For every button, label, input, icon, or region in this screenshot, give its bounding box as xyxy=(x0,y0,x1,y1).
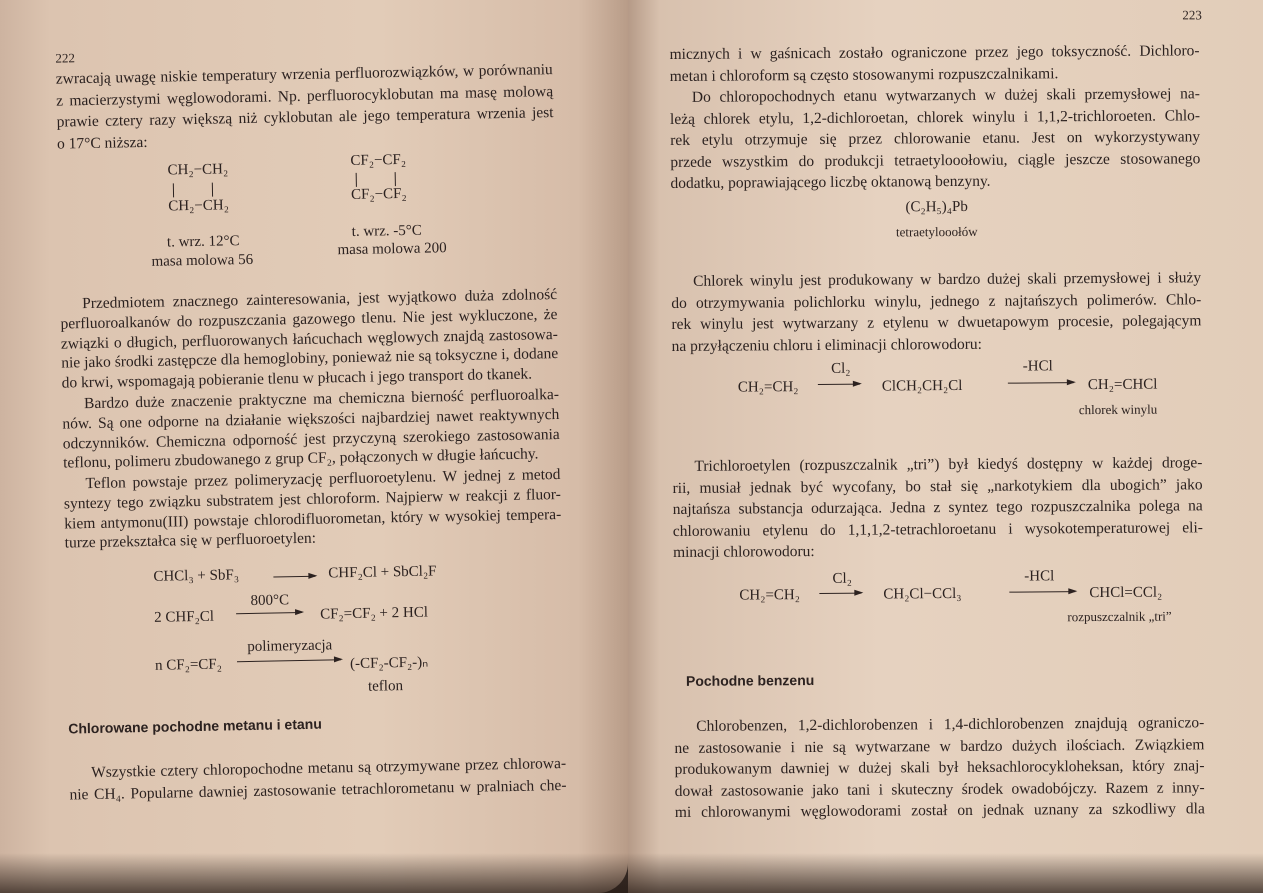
text-line: zwracają uwagę niskie temperatury wrzenia perfluorozwiązków, w porównaniu xyxy=(55,61,553,88)
paragraph xyxy=(62,385,560,474)
paragraph xyxy=(674,712,1205,823)
reaction-condition: 800°C xyxy=(250,592,290,609)
cyclobutane-mass: masa molowa 56 xyxy=(151,251,254,270)
left-page xyxy=(0,0,628,893)
text-line: teflonu, polimeru zbudowanego z grup CF₂, połączonych w długie łańcuchy. xyxy=(63,445,539,472)
paragraph xyxy=(670,83,1201,194)
text-line: Wszystkie cztery chloropochodne metanu są otrzymywane przez chlorowa- xyxy=(90,754,567,782)
reaction-arrow xyxy=(819,593,861,594)
equation-intermediate: ClCH₂CH₂Cl xyxy=(881,377,963,395)
text-line: Przedmiotem znacznego zainteresowania, jest wyjątkowo duża zdolność xyxy=(81,286,558,313)
reaction-arrow xyxy=(273,576,315,578)
text-line: turze przekształca się w perfluoroetylen: xyxy=(64,530,317,552)
perfluorocyclobutane-mass: masa molowa 200 xyxy=(337,240,447,259)
text-line: na przyłączeniu chloru i eliminacji chlorowodoru: xyxy=(671,335,982,355)
text-line: Do chloropochodnych etanu wytwarzanych w dużej skali przemysłowej na- xyxy=(691,85,1200,106)
bottom-shadow xyxy=(0,853,1263,893)
text-line: perfluoroalkanów do rozpuszczania gazowego tlenu. Nie jest wykluczone, że xyxy=(60,305,558,333)
text-line: nów. Są one odporne na działanie większości najbardziej nawet reaktywnych xyxy=(62,405,560,433)
text-line: micznych i w gaśnicach zostało ograniczone przez jego toksyczność. Dichloro- xyxy=(669,42,1200,63)
text-line: Bardzo duże znaczenie praktyczne ma chemiczna bierność perfluoroalka- xyxy=(83,386,560,413)
equation-reactant: CH₂=CH₂ xyxy=(737,379,799,396)
equation-product: CHCl=CCl₂ xyxy=(1089,584,1163,602)
text-line: nie jako środki zastępcze dla hemoglobiny, ponieważ nie są toksyczne i, dodane xyxy=(61,345,559,372)
text-line: o 17°C niższa: xyxy=(56,133,148,153)
text-line: mi chlorowanymi węglowodorami został on jednak uznany za szkodliwy dla xyxy=(674,800,1205,821)
right-page-content xyxy=(625,2,1260,821)
text-line: Chlorek winylu jest produkowany w bardzo dużej skali przemysłowej i służy xyxy=(693,269,1202,290)
perfluorocyclobutane-top: CF₂−CF₂ xyxy=(350,151,407,169)
text-line: Chlorobenzen, 1,2-dichlorobenzen i 1,4-dichlorobenzen znajdują ograniczo- xyxy=(696,714,1205,735)
text-line: prawie cztery razy większą niż cyklobutan ale jego temperatura wrzenia jest xyxy=(56,104,554,131)
text-line: metan i chloroform są często stosowanymi rozpuszczalnikami. xyxy=(669,64,1059,85)
text-line: ne zastosowanie i nie są wytwarzane w bardzo dużych ilościach. Związkiem xyxy=(674,735,1205,757)
left-page-content xyxy=(0,0,620,803)
reaction-arrow xyxy=(237,659,341,662)
paragraph xyxy=(672,452,1203,563)
page-number: 223 xyxy=(1182,7,1202,23)
reaction-arrow xyxy=(818,384,860,385)
reaction-condition: Cl₂ xyxy=(831,360,851,377)
page-number: 222 xyxy=(55,50,76,66)
equation-right: CHF₂Cl + SbCl₂F xyxy=(328,563,437,582)
chemical-formula: (C₂H₅)₄Pb xyxy=(905,198,968,216)
section-heading: Chlorowane pochodne metanu i etanu xyxy=(68,715,322,737)
reaction-arrow xyxy=(1009,591,1075,592)
reaction-condition: -HCl xyxy=(1022,358,1053,375)
reaction-arrow xyxy=(1008,382,1074,383)
cyclobutane-bottom: CH₂−CH₂ xyxy=(168,197,229,215)
paragraph xyxy=(671,267,1202,357)
reaction-condition: Cl₂ xyxy=(832,570,852,587)
text-line: związki o długich, perfluorowanych łańcuchach węglowych znajdą zastosowa- xyxy=(60,325,558,353)
product-label: rozpuszczalnik „tri” xyxy=(1067,608,1172,625)
equation-left: n CF₂=CF₂ xyxy=(154,656,223,674)
text-line: Trichloroetylen (rozpuszczalnik „tri”) był kiedyś dostępny w każdej droge- xyxy=(694,454,1203,475)
bond xyxy=(173,183,174,197)
bond xyxy=(395,172,396,186)
product-label: chlorek winylu xyxy=(1078,401,1158,418)
bond xyxy=(356,173,357,187)
reaction-arrow xyxy=(236,612,302,614)
text-line: minacji chlorowodoru: xyxy=(672,542,815,561)
text-line: nie CH₄. Popularne dawniej zastosowanie tetrachlorometanu w pralniach che- xyxy=(69,776,567,803)
paragraph xyxy=(56,59,555,155)
text-line: syntezy tego związku substratem jest chloroform. Najpierw w reakcji z fluor- xyxy=(63,485,562,513)
paragraph xyxy=(69,753,567,806)
equation-reactant: CH₂=CH₂ xyxy=(739,587,800,604)
text-line: do krwi, wspomagają pobieranie tlenu w płucach i jego transport do tkanek. xyxy=(61,365,533,392)
section-heading: Pochodne benzenu xyxy=(685,671,815,689)
text-line: Teflon powstaje przez polimeryzację perfluoroetylenu. W jednej z metod xyxy=(85,466,561,493)
cyclobutane-top: CH₂−CH₂ xyxy=(167,161,229,179)
formula-label: tetraetylooołów xyxy=(895,223,978,240)
text-line: chlorowaniu etylenu do 1,1,1,2-tetrachloroetanu i wysokotemperaturowej eli- xyxy=(672,518,1203,540)
equation-intermediate: CH₂Cl−CCl₃ xyxy=(883,585,962,603)
text-line: rek etylu otrzymuje się przez chlorowanie etanu. Jest on wykorzystywany xyxy=(670,128,1201,149)
text-line: leżą chlorek etylu, 1,2-dichloroetan, chlorek winylu i 1,1,2-trichloroeten. Chlo- xyxy=(669,106,1201,128)
reaction-condition: polimeryzacja xyxy=(247,637,333,656)
equation-right: (-CF₂-CF₂-)ₙ xyxy=(349,654,429,673)
text-line: najtańsza substancja odurzająca. Jedna z syntez tego rozpuszczalnika polega na xyxy=(672,497,1203,518)
equation-left: 2 CHF₂Cl xyxy=(154,608,215,626)
perfluorocyclobutane-bp: t. wrz. -5°C xyxy=(351,222,423,240)
text-line: rii, musiał jednak być wycofany, bo stał się „narkotykiem dla ubogich” jako xyxy=(672,475,1203,497)
paragraph xyxy=(60,285,559,394)
equation-product: CH₂=CHCl xyxy=(1087,376,1158,394)
text-line: rek winylu jest wytwarzany z etylenu w dwuetapowym procesie, polegającym xyxy=(671,312,1202,333)
equation-right: CF₂=CF₂ + 2 HCl xyxy=(319,604,429,623)
bond xyxy=(212,183,213,197)
equation-left: CHCl₃ + SbF₃ xyxy=(153,567,240,585)
product-label: teflon xyxy=(367,678,404,695)
paragraph xyxy=(63,465,561,554)
text-line: produkowanym dawniej w dużej skali był heksachlorocykloheksan, który znaj- xyxy=(674,757,1205,778)
paragraph xyxy=(669,40,1199,87)
reaction-condition: -HCl xyxy=(1024,568,1055,585)
text-line: z macierzystymi węglowodorami. Np. perfluorocyklobutan ma masę molową xyxy=(56,82,554,110)
text-line: dował zastosowanie jako tani i skuteczny środek owadobójczy. Razem z inny- xyxy=(674,778,1205,800)
text-line: odczynników. Chemiczna odporność jest przyczyną szerokiego zastosowania xyxy=(62,425,560,453)
text-line: kiem antymonu(III) powstaje chlorodifluorometan, który w wysokiej tempera- xyxy=(64,505,562,533)
text-line: przede wszystkim do produkcji tetraetylooołowiu, ciągle jeszcze stosowanego xyxy=(670,149,1201,171)
text-line: do otrzymywania polichlorku winylu, jednego z najtańszych polimerów. Chlo- xyxy=(671,290,1202,312)
cyclobutane-bp: t. wrz. 12°C xyxy=(166,233,240,251)
perfluorocyclobutane-bottom: CF₂−CF₂ xyxy=(350,185,407,203)
text-line: dodatku, poprawiającego liczbę oktanową benzyny. xyxy=(670,172,991,192)
right-page xyxy=(628,0,1263,893)
